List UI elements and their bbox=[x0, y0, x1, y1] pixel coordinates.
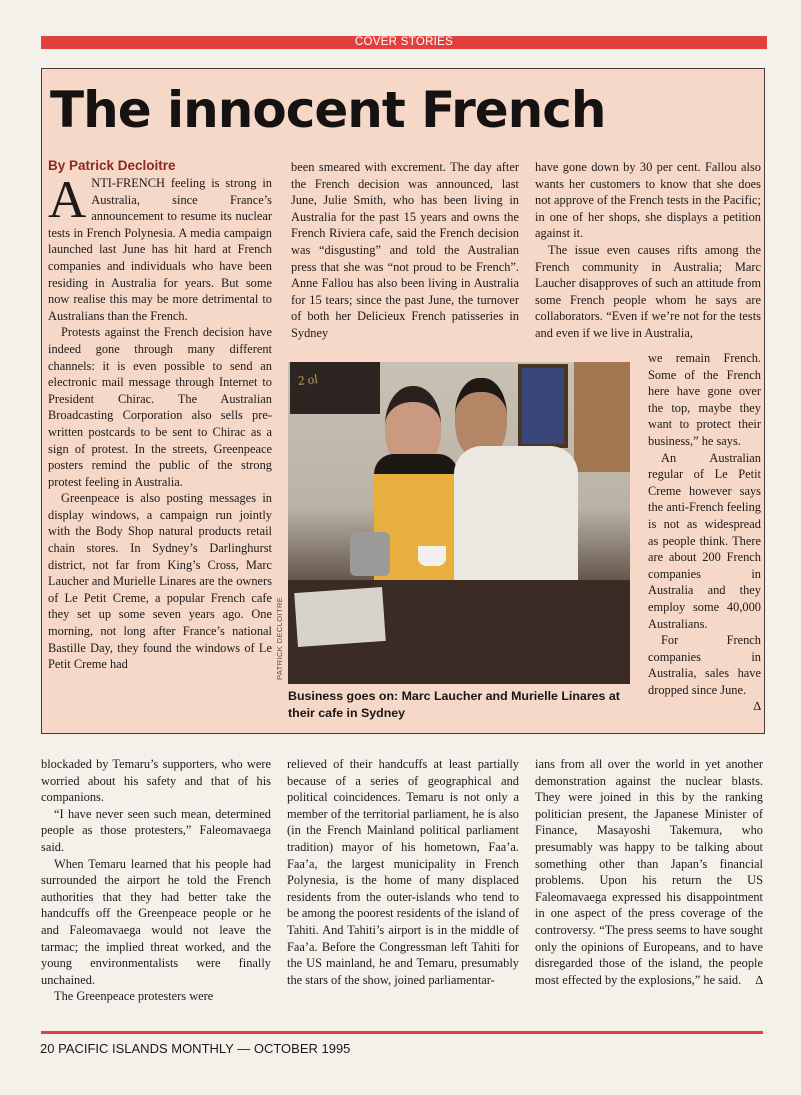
page-footer: 20 PACIFIC ISLANDS MONTHLY — OCTOBER 1995 bbox=[40, 1041, 351, 1056]
article-paragraph: ANTI-FRENCH feeling is strong in Australia, since France’s announcement to resume its nuclear tests in French Polynesia. A media campaign launched last June has hit hard at French companies and individuals who have been residing in Australia for years. But some now realise this may be more detrimental to Australians than the French. bbox=[48, 171, 272, 323]
article-paragraph: When Temaru learned that his people had surrounded the airport he told the French authorities that they had better take the handcuffs off the Greenpeace people or he and Faleomavaega would not leave the tarmac; the implied threat worked, and the young environmentalists were finally unchained. bbox=[41, 856, 271, 987]
wall-picture bbox=[518, 364, 568, 448]
article-column-3 bbox=[535, 159, 761, 342]
wall-panel bbox=[574, 362, 630, 472]
article-paragraph: we remain French. Some of the French here have gone over the top, maybe they want to protect their business,” he says. bbox=[648, 351, 761, 448]
footer-rule bbox=[41, 1031, 763, 1034]
article-paragraph: “I have never seen such mean, determined people as those protesters,” Faleomavaega said. bbox=[41, 806, 271, 854]
lower-column-3 bbox=[535, 756, 763, 988]
byline: By Patrick Decloitre bbox=[48, 158, 176, 173]
kettle bbox=[350, 532, 390, 576]
article-paragraph: Greenpeace is also posting messages in display windows, a campaign run jointly with the Body Shop natural products retail chain stores. In Sydney’s Darlinghurst district, not far from King’s Cross, Marc Laucher and Murielle Linares are the owners of Le Petit Creme, a popular French cafe they set up some seven years ago. One morning, not long after France’s national Bastille Day, they found the windows of Le Petit Creme had bbox=[48, 491, 272, 672]
article-paragraph: For French companies in Australia, sales have dropped since June. ∆ bbox=[648, 633, 761, 714]
photo-credit: PATRICK DECLOITRE bbox=[275, 596, 284, 680]
drop-cap: A bbox=[48, 171, 87, 229]
newspaper bbox=[294, 587, 386, 647]
article-column-1 bbox=[48, 157, 272, 673]
article-paragraph: been smeared with excrement. The day after the French decision was announced, last June, Julie Smith, who has been living in Australia for the past 15 years and owns the French Riviera cafe, said the French decision was “disgusting” and told the Australian press that she was “not proud to be French”. Anne Fallou has also been living in Australia for 15 tears; since the past June, the turnover of both her Delicieux French patisseries in Sydney bbox=[291, 160, 519, 340]
article-paragraph: ians from all over the world in yet another demonstration against the nuclear blasts. They were joined in this by the ranking politician present, the Japanese Minister of Finance, Masayoshi Takemura, who presumably was happy to be talking about something other than Japan’s financial problems. Upon his return the US Faleomavaega expressed his disappointment in one aspect of the press coverage of the controversy. “The press seems to have sought only the opinions of Europeans, and to have disregarded those of the island, the people most effected by the explosions,” he said. ∆ bbox=[535, 757, 763, 987]
cafe-photo bbox=[288, 362, 630, 684]
man-figure-body bbox=[454, 446, 578, 596]
section-label: COVER STORIES bbox=[41, 36, 767, 49]
article-column-3-narrow bbox=[648, 350, 761, 715]
end-mark-icon: ∆ bbox=[753, 699, 761, 714]
article-column-2 bbox=[291, 159, 519, 342]
article-paragraph: have gone down by 30 per cent. Fallou also wants her customers to know that she does not approve of the French tests in the Pacific; in one of her shops, she displays a petition against it. bbox=[535, 160, 761, 241]
article-paragraph: blockaded by Temaru’s supporters, who were worried about his safety and that of his companions. bbox=[41, 757, 271, 805]
lower-column-2 bbox=[287, 756, 519, 988]
photo-caption: Business goes on: Marc Laucher and Murielle Linares at their cafe in Sydney bbox=[288, 689, 620, 720]
article-paragraph: The issue even causes rifts among the French community in Australia; Marc Laucher disapproves of such an attitude from some French people whom he says are collaborators. “Even if we’re not for the tests and even if we live in Australia, bbox=[535, 242, 761, 340]
article-paragraph: The Greenpeace protesters were bbox=[54, 989, 214, 1004]
chalkboard: 2 ol bbox=[290, 362, 380, 414]
headline: The innocent French bbox=[50, 81, 606, 139]
article-paragraph: Protests against the French decision have indeed gone through many different channels: it is even possible to send an electronic mail message through Internet to President Chirac. The Australian Broadcasting Corporation also sells pre-written postcards to be sent to Chirac as a sign of protest. In the streets, Greenpeace posters remind the public of the strong protest feeling in Australia. bbox=[48, 325, 272, 489]
article-paragraph: relieved of their handcuffs at least partially because of a series of geographical and political coincidences. Temaru is not only a member of the territorial parliament, he is also (in the French Mainland political parliament tradition) mayor of his hometown, Faa’a. Faa’a, the largest municipality in French Polynesia, is the home of many displaced residents from the outer-islands who tend to be among the poorest residents of the island of Tahiti. And Tahiti’s airport is in the middle of Faa’a. Before the Congressman left Tahiti for the US mainland, he and Temaru, presumably the stars of the show, joined parliamentar- bbox=[287, 757, 519, 987]
article-paragraph: An Australian regular of Le Petit Creme however says the anti-French feeling is not as widespread as people think. There are about 200 French companies in Australia and they employ some 40,000 Australians. bbox=[648, 450, 761, 631]
end-mark-icon: ∆ bbox=[755, 972, 763, 987]
coffee-cup bbox=[418, 546, 446, 566]
lower-column-1 bbox=[41, 756, 271, 1005]
